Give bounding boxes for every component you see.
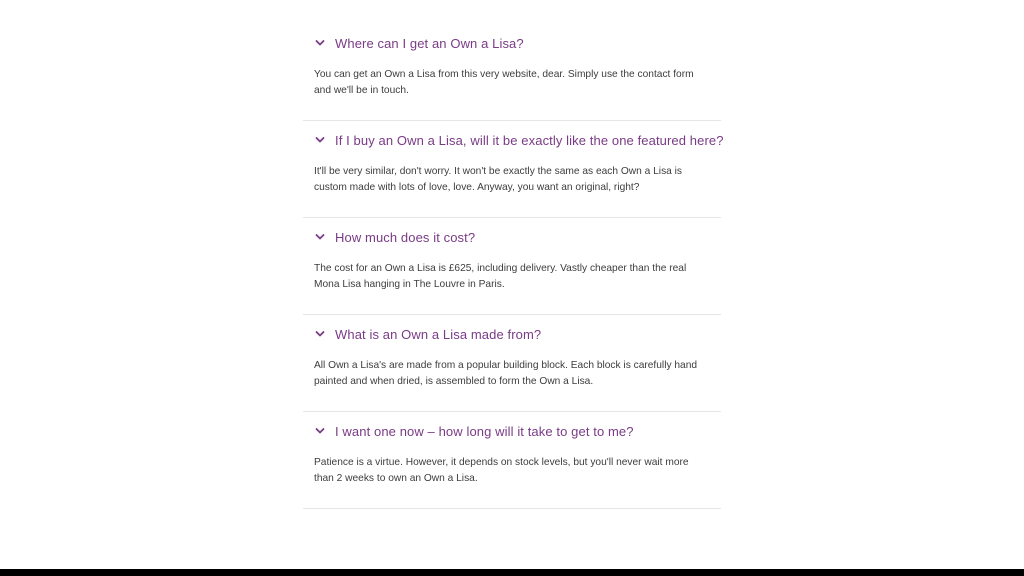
faq-item-exactly-like bbox=[303, 121, 724, 218]
faq-item-where-to-get bbox=[303, 24, 721, 121]
faq-accordion bbox=[303, 24, 724, 509]
faq-question-text: Where can I get an Own a Lisa? bbox=[335, 35, 524, 51]
chevron-down-icon bbox=[314, 328, 326, 340]
faq-answer-text: All Own a Lisa's are made from a popular building block. Each block is carefully hand painted and when dried, is assembled to form the Own a Lisa. bbox=[314, 360, 698, 387]
faq-item-delivery-time bbox=[303, 412, 721, 509]
faq-question-toggle[interactable] bbox=[303, 227, 721, 247]
faq-item-cost bbox=[303, 218, 721, 315]
chevron-down-icon bbox=[314, 134, 326, 146]
faq-question-toggle[interactable] bbox=[303, 33, 721, 53]
chevron-down-icon bbox=[314, 425, 326, 437]
faq-answer-text: Patience is a virtue. However, it depends on stock levels, but you'll never wait more than 2 weeks to own an Own a Lisa. bbox=[314, 457, 689, 484]
faq-question-toggle[interactable] bbox=[303, 421, 721, 441]
chevron-down-icon bbox=[314, 37, 326, 49]
faq-item-made-from bbox=[303, 315, 721, 412]
faq-question-toggle[interactable] bbox=[303, 324, 721, 344]
faq-answer-text: You can get an Own a Lisa from this very website, dear. Simply use the contact form and we'll be in touch. bbox=[314, 69, 694, 96]
faq-answer-text: It'll be very similar, don't worry. It won't be exactly the same as each Own a Lisa is custom made with lots of love, love. Anyway, you want an original, right? bbox=[314, 166, 683, 193]
faq-question-text: What is an Own a Lisa made from? bbox=[335, 326, 542, 342]
faq-question-text: I want one now – how long will it take to get to me? bbox=[335, 423, 634, 439]
faq-answer-text: The cost for an Own a Lisa is £625, including delivery. Vastly cheaper than the real Mona Lisa hanging in The Louvre in Paris. bbox=[314, 263, 687, 290]
faq-question-text: How much does it cost? bbox=[335, 229, 476, 245]
bottom-black-bar bbox=[0, 569, 1024, 576]
chevron-down-icon bbox=[314, 231, 326, 243]
faq-question-toggle[interactable] bbox=[303, 130, 724, 150]
faq-question-text: If I buy an Own a Lisa, will it be exactly like the one featured here? bbox=[335, 132, 724, 148]
